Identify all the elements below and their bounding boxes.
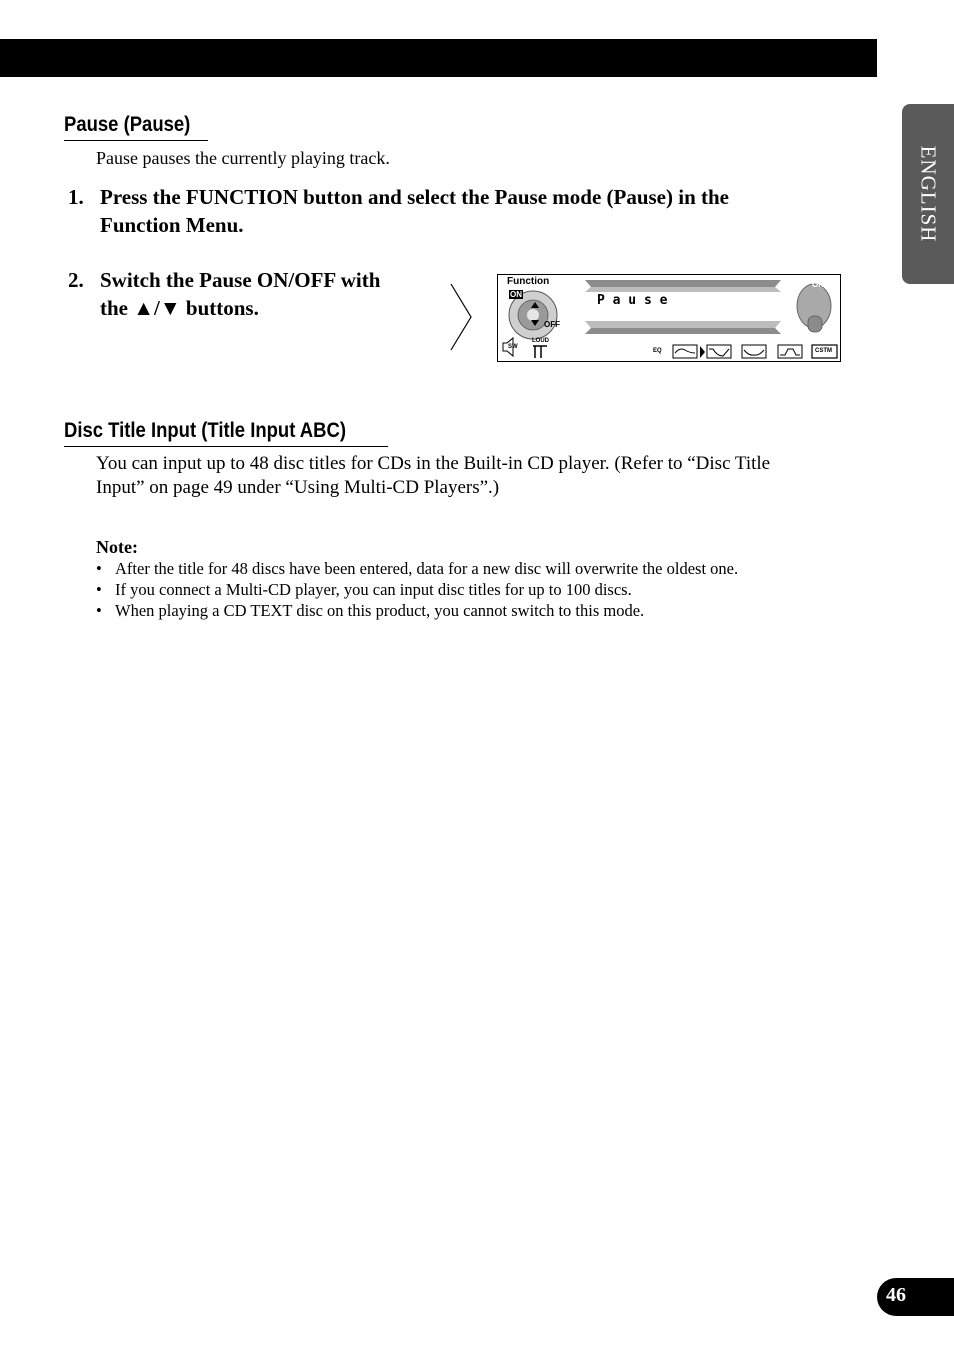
language-tab-label: ENGLISH (916, 145, 941, 243)
lcd-eq-label: EQ (653, 348, 662, 354)
top-header-bar (0, 39, 877, 77)
step-2-text-line1: Switch the Pause ON/OFF with (100, 268, 381, 292)
step-1-number: 1. (68, 185, 84, 209)
step-1-text-line1: Press the FUNCTION button and select the Pause mode (Pause) in the (100, 185, 730, 209)
note-title: Note: (96, 537, 138, 557)
lcd-sw-label: SW (508, 344, 518, 350)
note-list (96, 558, 738, 621)
lcd-off-label: OFF (544, 320, 560, 329)
lcd-display (497, 274, 841, 362)
disc-title-heading-underline (64, 446, 388, 447)
lcd-function-label: Function (507, 276, 550, 287)
lcd-display-graphic (497, 274, 841, 362)
disc-title-body-line1: You can input up to 48 disc titles for CDs in the Built-in CD player. (Refer to “Disc Title (96, 453, 771, 474)
step-1 (68, 183, 828, 239)
note-item: • After the title for 48 discs have been entered, data for a new disc will overwrite the oldest one. (96, 558, 738, 579)
pause-heading-underline (64, 140, 208, 141)
step-2-text-line2: the ▲/▼ buttons. (100, 296, 259, 320)
language-tab (902, 104, 954, 284)
step-1-text-line2: Function Menu. (100, 213, 244, 237)
arrow-right-icon (449, 282, 475, 352)
step-2 (68, 266, 448, 322)
lcd-loud-label: LOUD (532, 338, 549, 344)
disc-title-body-line2: Input” on page 49 under “Using Multi-CD Players”.) (96, 477, 500, 498)
pause-heading: Pause (Pause) (64, 113, 191, 136)
note-item: • If you connect a Multi-CD player, you can input disc titles for up to 100 discs. (96, 579, 738, 600)
lcd-mode-text: P a u s e (597, 293, 668, 308)
lcd-knob-label: ON (812, 280, 824, 289)
page-number-tab (877, 1278, 954, 1316)
pause-intro: Pause pauses the currently playing track. (96, 148, 390, 168)
lcd-on-label: ON (510, 290, 522, 299)
note-item: • When playing a CD TEXT disc on this product, you cannot switch to this mode. (96, 600, 738, 621)
lcd-cstm-label: CSTM (815, 348, 832, 354)
disc-title-heading: Disc Title Input (Title Input ABC) (64, 419, 346, 442)
page-number: 46 (886, 1284, 906, 1306)
step-2-number: 2. (68, 268, 84, 292)
